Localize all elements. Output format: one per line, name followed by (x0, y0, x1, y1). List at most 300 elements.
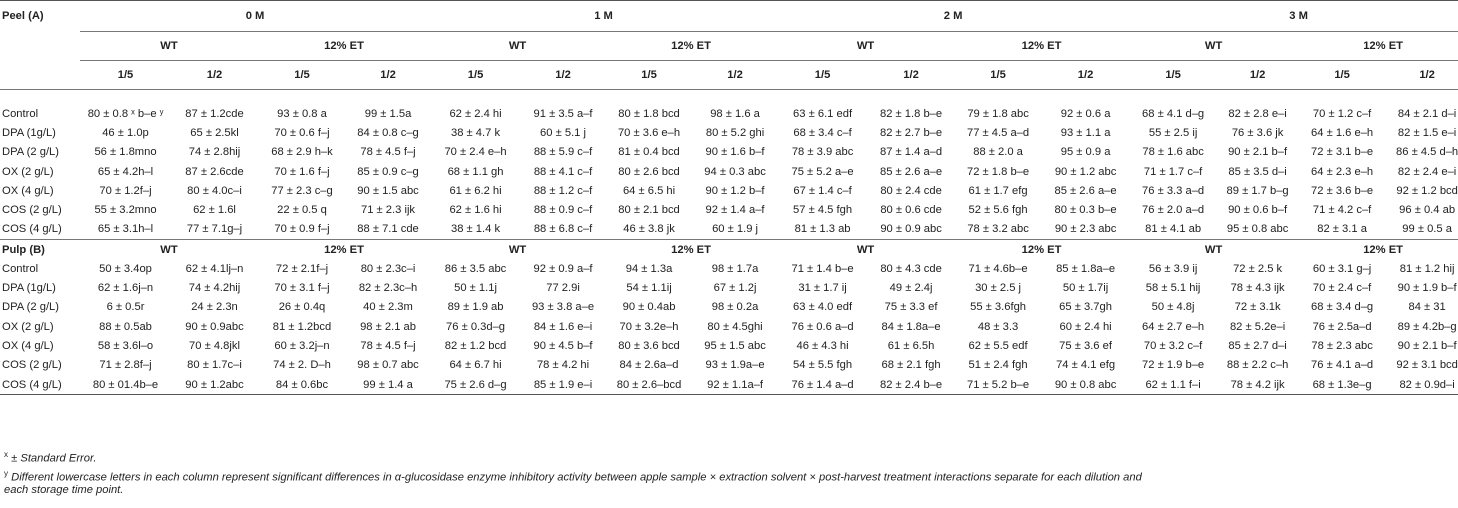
value-cell: 77 ± 7.1g–j (171, 220, 258, 240)
value-cell: 80 ± 5.2 ghi (705, 126, 765, 139)
value-cell: 49 ± 2.4j (889, 282, 933, 295)
value-cell: 89 ± 4.2b–g (1397, 320, 1457, 333)
value-cell: 82 ± 1.5 e–i (1397, 126, 1457, 139)
value-cell: 80 ± 2.3c–i (360, 262, 416, 275)
value-cell: 90 ± 0.9abc (185, 320, 244, 333)
dilution-header: 1/5 (430, 61, 521, 90)
value-cell: 95 ± 0.9 a (1060, 146, 1111, 159)
value-cell: 55 ± 3.2mno (94, 204, 157, 217)
table-row (0, 298, 1458, 317)
sample-header: WT (160, 243, 178, 256)
value-cell: 85 ± 2.6 a–e (1054, 184, 1117, 197)
value-cell: 80 ± 3.6 bcd (618, 339, 680, 352)
value-cell: 70 ± 2.4 e–h (444, 146, 507, 159)
table-row (0, 123, 1458, 142)
treatment-label: COS (4 g/L) (0, 220, 80, 240)
table-row (0, 317, 1458, 336)
value-cell: 90 ± 0.6 b–f (1228, 204, 1288, 217)
value-cell: 76 ± 2.5a–d (1312, 320, 1372, 333)
value-cell: 89 ± 1.7 b–g (1226, 184, 1289, 197)
value-cell: 76 ± 2.0 a–d (1142, 204, 1205, 217)
value-cell: 80 ± 1.8 bcd (618, 107, 680, 120)
value-cell: 78 ± 4.2 ijk (1217, 375, 1298, 395)
value-cell: 75 ± 5.2 a–e (791, 165, 854, 178)
table-row (0, 143, 1458, 162)
value-cell: 90 ± 2.1 b–f (1397, 339, 1457, 352)
value-cell: 77 ± 2.3 c–g (271, 184, 333, 197)
value-cell: 80 ± 4.0c–i (187, 184, 242, 197)
sample-header: 12% ET (1363, 243, 1403, 256)
value-cell: 85 ± 2.7 d–i (1228, 339, 1287, 352)
value-cell: 70 ± 1.2f–j (99, 184, 152, 197)
value-cell: 71 ± 2.3 ijk (361, 204, 416, 217)
value-cell: 90 ± 0.4ab (622, 301, 676, 314)
value-cell: 88 ± 0.9 c–f (533, 204, 593, 217)
table-row (0, 278, 1458, 297)
value-cell: 70 ± 1.6 f–j (274, 165, 330, 178)
treatment-label: DPA (1g/L) (2, 282, 56, 295)
storage-time-header: 2 M (777, 1, 1129, 32)
value-cell: 6 ± 0.5r (106, 301, 145, 314)
treatment-label: OX (4 g/L) (2, 339, 54, 352)
value-cell: 84 ± 1.6 e–i (533, 320, 593, 333)
sample-header: 12% ET (605, 32, 777, 61)
treatment-label: COS (2 g/L) (2, 204, 62, 217)
value-cell: 65 ± 4.2h–l (97, 165, 154, 178)
treatment-label: DPA (2 g/L) (2, 301, 59, 314)
value-cell: 55 ± 2.5 ij (1148, 126, 1198, 139)
value-cell: 62 ± 1.6j–n (97, 282, 154, 295)
table-row (0, 336, 1458, 355)
value-cell: 78 ± 2.3 abc (1311, 339, 1373, 352)
value-cell: 64 ± 6.5 hi (622, 184, 676, 197)
value-cell: 79 ± 1.8 abc (967, 107, 1029, 120)
value-cell: 72 ± 3.1 b–e (1311, 146, 1374, 159)
value-cell: 60 ± 3.1 g–j (1312, 262, 1372, 275)
table-row (0, 181, 1458, 200)
value-cell: 93 ± 0.8 a (277, 107, 327, 120)
value-cell: 68 ± 3.4 c–f (793, 126, 852, 139)
value-cell: 98 ± 0.2a (711, 301, 759, 314)
value-cell: 99 ± 1.5a (364, 107, 412, 120)
value-cell: 50 ± 1.1j (454, 282, 497, 295)
value-cell: 87 ± 2.6cde (185, 165, 244, 178)
value-cell: 88 ± 1.2 c–f (533, 184, 593, 197)
value-cell: 98 ± 1.6 a (710, 107, 760, 120)
value-cell: 61 ± 1.7 efg (968, 184, 1028, 197)
value-cell: 71 ± 1.7 c–f (1143, 165, 1203, 178)
value-cell: 80 ± 0.8 ˣ b–e ʸ (87, 107, 164, 120)
value-cell: 82 ± 2.7 b–e (879, 126, 943, 139)
value-cell: 72 ± 2.1f–j (275, 262, 329, 275)
value-cell: 84 ± 2.6a–d (619, 359, 679, 372)
value-cell: 81 ± 4.1 ab (1129, 220, 1217, 240)
value-cell: 99 ± 1.4 a (346, 375, 430, 395)
value-cell: 91 ± 3.5 a–f (533, 107, 593, 120)
value-cell: 93 ± 1.9a–e (705, 359, 765, 372)
storage-time-header: 1 M (430, 1, 777, 32)
value-cell: 80 ± 0.3 b–e (1054, 204, 1117, 217)
table-row (0, 200, 1458, 219)
value-cell: 88 ± 6.8 c–f (521, 220, 605, 240)
table-row (0, 162, 1458, 181)
value-cell: 77 ± 4.5 a–d (966, 126, 1030, 139)
dilution-header: 1/5 (777, 61, 868, 90)
value-cell: 90 ± 0.9 abc (868, 220, 954, 240)
value-cell: 63 ± 6.1 edf (793, 107, 853, 120)
sample-header: WT (80, 32, 258, 61)
value-cell: 98 ± 0.7 abc (357, 359, 419, 372)
value-cell: 70 ± 2.4 c–f (1312, 282, 1372, 295)
value-cell: 55 ± 3.6fgh (970, 301, 1027, 314)
value-cell: 72 ± 2.5 k (1233, 262, 1283, 275)
value-cell: 88 ± 7.1 cde (346, 220, 430, 240)
value-cell: 57 ± 4.5 fgh (793, 204, 853, 217)
value-cell: 82 ± 1.8 b–e (879, 107, 943, 120)
value-cell: 90 ± 1.2 b–f (705, 184, 765, 197)
value-cell: 82 ± 2.4 e–i (1397, 165, 1457, 178)
table-row (0, 220, 1458, 240)
value-cell: 61 ± 6.5h (887, 339, 935, 352)
dilution-header: 1/5 (258, 61, 346, 90)
sample-header: 12% ET (324, 243, 364, 256)
value-cell: 70 ± 3.2e–h (619, 320, 679, 333)
value-cell: 71 ± 5.2 b–e (954, 375, 1042, 395)
value-cell: 95 ± 0.8 abc (1217, 220, 1298, 240)
value-cell: 85 ± 0.9 c–g (357, 165, 419, 178)
value-cell: 76 ± 3.3 a–d (1142, 184, 1205, 197)
table-row (0, 356, 1458, 375)
blank-header-cell (0, 32, 80, 61)
treatment-label: OX (4 g/L) (2, 184, 54, 197)
treatment-label: DPA (1g/L) (2, 126, 56, 139)
value-cell: 88 ± 2.0 a (973, 146, 1023, 159)
treatment-label: DPA (2 g/L) (2, 146, 59, 159)
value-cell: 78 ± 3.9 abc (791, 146, 854, 159)
value-cell: 68 ± 4.1 d–g (1142, 107, 1205, 120)
value-cell: 70 ± 3.1 f–j (274, 282, 330, 295)
value-cell: 71 ± 1.4 b–e (791, 262, 854, 275)
value-cell: 82 ± 2.4 b–e (868, 375, 954, 395)
value-cell: 46 ± 3.8 jk (605, 220, 693, 240)
value-cell: 70 ± 0.6 f–j (274, 126, 330, 139)
value-cell: 89 ± 1.9 ab (447, 301, 504, 314)
value-cell: 90 ± 1.6 b–f (705, 146, 765, 159)
value-cell: 71 ± 4.2 c–f (1312, 204, 1372, 217)
value-cell: 94 ± 0.3 abc (704, 165, 766, 178)
footnote-y-cont: each storage time point. (4, 484, 124, 496)
value-cell: 64 ± 2.3 e–h (1311, 165, 1374, 178)
value-cell: 62 ± 5.5 edf (968, 339, 1028, 352)
sample-header: 12% ET (954, 32, 1129, 61)
peel-section-label: Peel (A) (0, 1, 80, 32)
value-cell: 74 ± 4.2hij (188, 282, 241, 295)
value-cell: 76 ± 1.4 a–d (777, 375, 868, 395)
value-cell: 88 ± 4.1 c–f (533, 165, 593, 178)
value-cell: 90 ± 2.1 b–f (1228, 146, 1288, 159)
sample-header: WT (430, 32, 605, 61)
table-row (0, 259, 1458, 278)
sample-header: WT (777, 32, 954, 61)
value-cell: 84 ± 0.8 c–g (357, 126, 419, 139)
value-cell: 92 ± 1.4 a–f (705, 204, 765, 217)
value-cell: 92 ± 3.1 bcd (1396, 359, 1458, 372)
value-cell: 85 ± 1.8a–e (1056, 262, 1116, 275)
value-cell: 40 ± 2.3m (363, 301, 413, 314)
value-cell: 48 ± 3.3 (977, 320, 1019, 333)
value-cell: 94 ± 1.3a (625, 262, 673, 275)
value-cell: 64 ± 1.6 e–h (1311, 126, 1374, 139)
value-cell: 80 ± 2.4 cde (880, 184, 942, 197)
value-cell: 63 ± 4.0 edf (793, 301, 853, 314)
treatment-label: Control (2, 262, 39, 275)
value-cell: 70 ± 3.6 e–h (617, 126, 681, 139)
treatment-label: COS (2 g/L) (2, 359, 62, 372)
value-cell: 85 ± 2.6 a–e (879, 165, 943, 178)
value-cell: 80 ± 0.6 cde (880, 204, 942, 217)
value-cell: 72 ± 1.9 b–e (1142, 359, 1205, 372)
value-cell: 88 ± 5.9 c–f (533, 146, 593, 159)
value-cell: 85 ± 1.9 e–i (521, 375, 605, 395)
value-cell: 78 ± 4.5 f–j (360, 339, 416, 352)
value-cell: 68 ± 2.1 fgh (881, 359, 941, 372)
table-row (0, 375, 1458, 395)
value-cell: 74 ± 2. D–h (273, 359, 331, 372)
value-cell: 74 ± 4.1 efg (1056, 359, 1116, 372)
value-cell: 80 ± 2.6 bcd (618, 165, 680, 178)
spacer-row (0, 90, 1458, 105)
value-cell: 86 ± 3.5 abc (444, 262, 507, 275)
storage-time-header: 0 M (80, 1, 430, 32)
value-cell: 60 ± 2.4 hi (1059, 320, 1112, 333)
value-cell: 68 ± 2.9 h–k (271, 146, 333, 159)
value-cell: 98 ± 2.1 ab (360, 320, 416, 333)
sample-header: 12% ET (671, 243, 711, 256)
value-cell: 65 ± 2.5kl (190, 126, 239, 139)
value-cell: 84 ± 31 (1408, 301, 1446, 314)
value-cell: 22 ± 0.5 q (277, 204, 327, 217)
value-cell: 75 ± 2.6 d–g (430, 375, 521, 395)
value-cell: 75 ± 3.3 ef (884, 301, 938, 314)
value-cell: 31 ± 1.7 ij (798, 282, 847, 295)
value-cell: 81 ± 0.4 bcd (618, 146, 680, 159)
value-cell: 62 ± 1.6l (193, 204, 236, 217)
value-cell: 81 ± 1.2 hij (1399, 262, 1455, 275)
dilution-header: 1/5 (954, 61, 1042, 90)
header-row-sample (0, 32, 1458, 61)
value-cell: 76 ± 0.6 a–d (791, 320, 854, 333)
value-cell: 30 ± 2.5 j (975, 282, 1022, 295)
value-cell: 70 ± 3.2 c–f (1143, 339, 1203, 352)
value-cell: 92 ± 0.9 a–f (533, 262, 593, 275)
header-row-dilution (0, 61, 1458, 90)
value-cell: 84 ± 0.6bc (258, 375, 346, 395)
value-cell: 67 ± 1.4 c–f (793, 184, 852, 197)
value-cell: 60 ± 1.9 j (693, 220, 777, 240)
dilution-header: 1/2 (868, 61, 954, 90)
value-cell: 80 ± 4.3 cde (880, 262, 942, 275)
sample-header: 12% ET (1298, 32, 1458, 61)
value-cell: 80 ± 2.1 bcd (618, 204, 680, 217)
value-cell: 76 ± 0.3d–g (446, 320, 506, 333)
table-row (0, 104, 1458, 123)
sample-header: WT (1204, 243, 1223, 256)
value-cell: 80 ± 2.6–bcd (605, 375, 693, 395)
value-cell: 46 ± 4.3 hi (796, 339, 849, 352)
value-cell: 93 ± 3.8 a–e (531, 301, 595, 314)
value-cell: 98 ± 1.7a (711, 262, 759, 275)
storage-time-header: 3 M (1129, 1, 1458, 32)
value-cell: 85 ± 3.5 d–i (1228, 165, 1287, 178)
value-cell: 80 ± 01.4b–e (80, 375, 171, 395)
value-cell: 38 ± 1.4 k (430, 220, 521, 240)
value-cell: 72 ± 1.8 b–e (966, 165, 1030, 178)
spacer-cell (0, 90, 1458, 105)
value-cell: 87 ± 1.4 a–d (879, 146, 943, 159)
value-cell: 90 ± 1.2 abc (1054, 165, 1117, 178)
sample-header: WT (856, 243, 875, 256)
value-cell: 99 ± 0.5 a (1386, 220, 1458, 240)
value-cell: 86 ± 4.5 d–h (1396, 146, 1458, 159)
value-cell: 72 ± 3.6 b–e (1311, 184, 1374, 197)
value-cell: 70 ± 0.9 f–j (258, 220, 346, 240)
value-cell: 74 ± 2.8hij (188, 146, 241, 159)
value-cell: 77 2.9i (546, 282, 580, 295)
dilution-header: 1/2 (693, 61, 777, 90)
dilution-header: 1/2 (346, 61, 430, 90)
value-cell: 80 ± 1.7c–i (187, 359, 242, 372)
value-cell: 50 ± 4.8j (1151, 301, 1195, 314)
value-cell: 78 ± 4.3 ijk (1230, 282, 1285, 295)
dilution-header: 1/5 (605, 61, 693, 90)
table-body (0, 1, 1458, 395)
value-cell: 56 ± 1.8mno (94, 146, 157, 159)
value-cell: 82 ± 2.8 e–i (1228, 107, 1287, 120)
dilution-header: 1/2 (171, 61, 258, 90)
value-cell: 92 ± 1.2 bcd (1396, 184, 1458, 197)
value-cell: 70 ± 4.8jkl (189, 339, 240, 352)
value-cell: 58 ± 5.1 hij (1145, 282, 1201, 295)
value-cell: 80 ± 4.5ghi (707, 320, 763, 333)
value-cell: 62 ± 1.1 f–i (1129, 375, 1217, 395)
dilution-header: 1/2 (1217, 61, 1298, 90)
value-cell: 64 ± 2.7 e–h (1142, 320, 1205, 333)
value-cell: 96 ± 0.4 ab (1399, 204, 1456, 217)
value-cell: 78 ± 1.6 abc (1142, 146, 1204, 159)
dilution-header: 1/2 (521, 61, 605, 90)
value-cell: 90 ± 2.3 abc (1042, 220, 1129, 240)
value-cell: 93 ± 1.1 a (1060, 126, 1111, 139)
value-cell: 88 ± 0.5ab (99, 320, 152, 333)
value-cell: 61 ± 6.2 hi (449, 184, 502, 197)
footnote-x: $^x$ ± Standard Error. (4, 450, 97, 465)
value-cell: 82 ± 1.2 bcd (444, 339, 507, 352)
value-cell: 76 ± 3.6 jk (1231, 126, 1284, 139)
blank-header-cell (0, 61, 80, 90)
treatment-label: OX (2 g/L) (2, 320, 54, 333)
value-cell: 90 ± 0.8 abc (1042, 375, 1129, 395)
value-cell: 82 ± 2.3c–h (358, 282, 418, 295)
value-cell: 24 ± 2.3n (191, 301, 238, 314)
value-cell: 92 ± 1.1a–f (693, 375, 777, 395)
value-cell: 90 ± 1.2abc (171, 375, 258, 395)
value-cell: 51 ± 2.4 fgh (968, 359, 1028, 372)
value-cell: 26 ± 0.4q (278, 301, 326, 314)
value-cell: 76 ± 4.1 a–d (1311, 359, 1374, 372)
sample-header: WT (1129, 32, 1298, 61)
value-cell: 82 ± 3.1 a (1298, 220, 1386, 240)
value-cell: 60 ± 5.1 j (540, 126, 586, 139)
value-cell: 88 ± 2.2 c–h (1226, 359, 1289, 372)
value-cell: 90 ± 4.5 b–f (533, 339, 593, 352)
value-cell: 70 ± 1.2 c–f (1312, 107, 1372, 120)
value-cell: 64 ± 6.7 hi (449, 359, 502, 372)
value-cell: 50 ± 3.4op (99, 262, 152, 275)
value-cell: 65 ± 3.1h–l (80, 220, 171, 240)
value-cell: 95 ± 1.5 abc (704, 339, 766, 352)
value-cell: 71 ± 4.6b–e (968, 262, 1028, 275)
value-cell: 50 ± 1.7ij (1062, 282, 1109, 295)
value-cell: 62 ± 4.1lj–n (185, 262, 244, 275)
header-row-pulp (0, 240, 1458, 260)
dilution-header: 1/5 (1298, 61, 1386, 90)
value-cell: 78 ± 4.2 hi (536, 359, 590, 372)
value-cell: 78 ± 3.2 abc (954, 220, 1042, 240)
value-cell: 75 ± 3.6 ef (1059, 339, 1112, 352)
value-cell: 67 ± 1.2j (713, 282, 757, 295)
value-cell: 62 ± 1.6 hi (449, 204, 502, 217)
value-cell: 54 ± 5.5 fgh (793, 359, 853, 372)
value-cell: 52 ± 5.6 fgh (968, 204, 1028, 217)
value-cell: 60 ± 3.2j–n (274, 339, 330, 352)
sample-header: WT (508, 243, 527, 256)
value-cell: 58 ± 3.6l–o (97, 339, 154, 352)
dilution-header: 1/2 (1042, 61, 1129, 90)
value-cell: 90 ± 1.5 abc (357, 184, 419, 197)
value-cell: 81 ± 1.3 ab (777, 220, 868, 240)
value-cell: 87 ± 1.2cde (185, 107, 244, 120)
value-cell: 62 ± 2.4 hi (449, 107, 502, 120)
treatment-label: COS (4 g/L) (0, 375, 80, 395)
pulp-section-label: Pulp (B) (2, 243, 45, 256)
value-cell: 68 ± 1.1 gh (447, 165, 504, 178)
treatment-label: OX (2 g/L) (2, 165, 54, 178)
value-cell: 90 ± 1.9 b–f (1397, 282, 1457, 295)
value-cell: 78 ± 4.5 f–j (360, 146, 416, 159)
dilution-header: 1/2 (1386, 61, 1458, 90)
value-cell: 72 ± 3.1k (1234, 301, 1281, 314)
dilution-header: 1/5 (1129, 61, 1217, 90)
value-cell: 82 ± 5.2e–i (1229, 320, 1286, 333)
value-cell: 71 ± 2.8f–j (99, 359, 152, 372)
value-cell: 84 ± 2.1 d–i (1397, 107, 1457, 120)
footnote-y: $^y$ Different lowercase letters in each column represent significant differences in α-glucosidase enzyme inhibitory activity between apple sample × extraction solvent × post-harvest treatment interactions separate for each dilution and (4, 469, 1142, 484)
value-cell: 65 ± 3.7gh (1059, 301, 1112, 314)
value-cell: 92 ± 0.6 a (1060, 107, 1111, 120)
value-cell: 84 ± 1.8a–e (881, 320, 941, 333)
value-cell: 54 ± 1.1ij (626, 282, 672, 295)
value-cell: 81 ± 1.2bcd (272, 320, 332, 333)
treatment-label: Control (2, 107, 39, 120)
sample-header: 12% ET (258, 32, 430, 61)
sample-header: 12% ET (1021, 243, 1062, 256)
value-cell: 46 ± 1.0p (102, 126, 149, 139)
value-cell: 68 ± 1.3e–g (1298, 375, 1386, 395)
value-cell: 38 ± 4.7 k (451, 126, 501, 139)
value-cell: 82 ± 0.9d–i (1386, 375, 1458, 395)
value-cell: 56 ± 3.9 ij (1148, 262, 1198, 275)
header-row-storage-time (0, 1, 1458, 32)
